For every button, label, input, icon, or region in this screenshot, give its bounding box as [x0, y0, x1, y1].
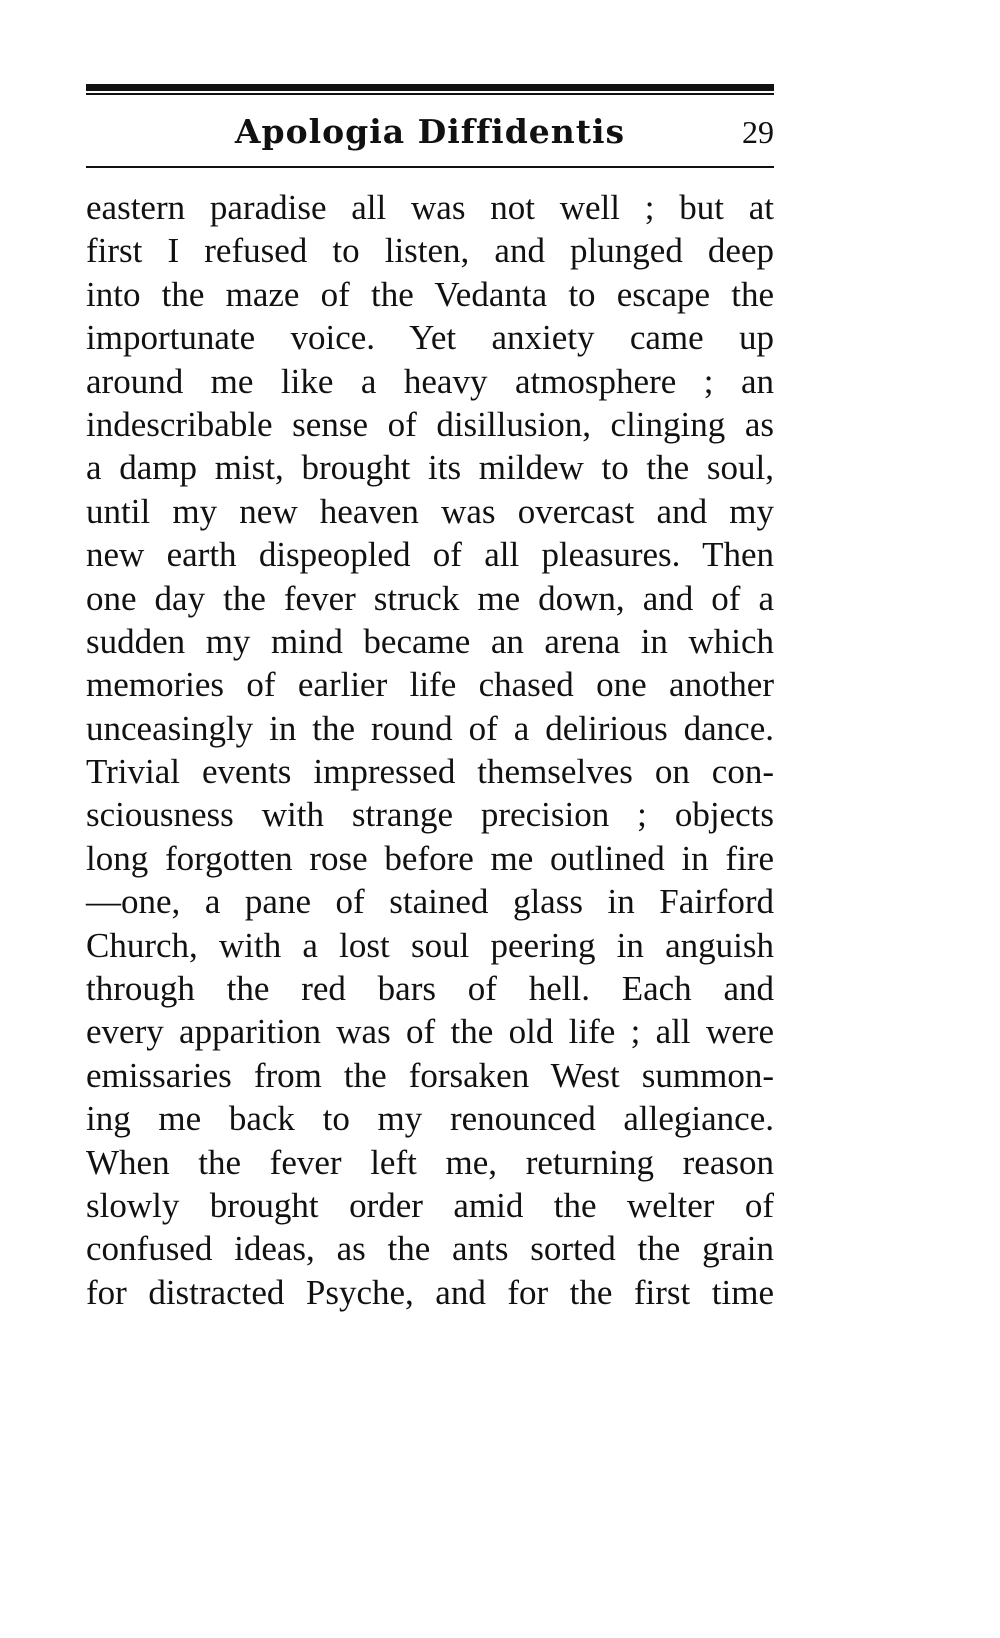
text-line: ing me back to my renounced allegiance.	[86, 1099, 774, 1139]
text-line: Trivial events impressed themselves on con-	[86, 752, 774, 792]
text-line: for distracted Psyche, and for the first time	[86, 1272, 774, 1312]
page-number: 29	[742, 114, 774, 150]
text-line: until my new heaven was overcast and my	[86, 491, 774, 531]
header-rule-thick	[86, 84, 774, 91]
text-line: importunate voice. Yet anxiety came up	[86, 318, 774, 358]
body-text	[86, 186, 774, 1314]
text-line: Church, with a lost soul peering in anguish	[86, 925, 774, 965]
running-title: Apologia Diffidentis	[234, 112, 626, 151]
text-line: first I refused to listen, and plunged deep	[86, 231, 774, 271]
running-head	[86, 108, 774, 160]
text-line: slowly brought order amid the welter of	[86, 1185, 774, 1225]
text-line: indescribable sense of disillusion, clinging as	[86, 404, 774, 444]
text-line: long forgotten rose before me outlined in fire	[86, 838, 774, 878]
text-line: new earth dispeopled of all pleasures. Then	[86, 535, 774, 575]
text-line: confused ideas, as the ants sorted the grain	[86, 1229, 774, 1269]
text-line: around me like a heavy atmosphere ; an	[86, 361, 774, 401]
text-line: into the maze of the Vedanta to escape the	[86, 274, 774, 314]
text-line: When the fever left me, returning reason	[86, 1142, 774, 1182]
header-rule-thick-lower	[86, 93, 774, 95]
text-line: unceasingly in the round of a delirious dance.	[86, 708, 774, 748]
text-line: memories of earlier life chased one another	[86, 665, 774, 705]
text-line: every apparition was of the old life ; all were	[86, 1012, 774, 1052]
text-line: emissaries from the forsaken West summon-	[86, 1055, 774, 1095]
header-rule-thin	[86, 166, 774, 168]
text-line: sudden my mind became an arena in which	[86, 621, 774, 661]
text-line: through the red bars of hell. Each and	[86, 969, 774, 1009]
text-line: sciousness with strange precision ; objects	[86, 795, 774, 835]
text-line: —one, a pane of stained glass in Fairford	[86, 882, 774, 922]
text-line: eastern paradise all was not well ; but at	[86, 188, 774, 227]
text-line: one day the fever struck me down, and of a	[86, 578, 774, 618]
text-line: a damp mist, brought its mildew to the soul,	[86, 448, 774, 488]
